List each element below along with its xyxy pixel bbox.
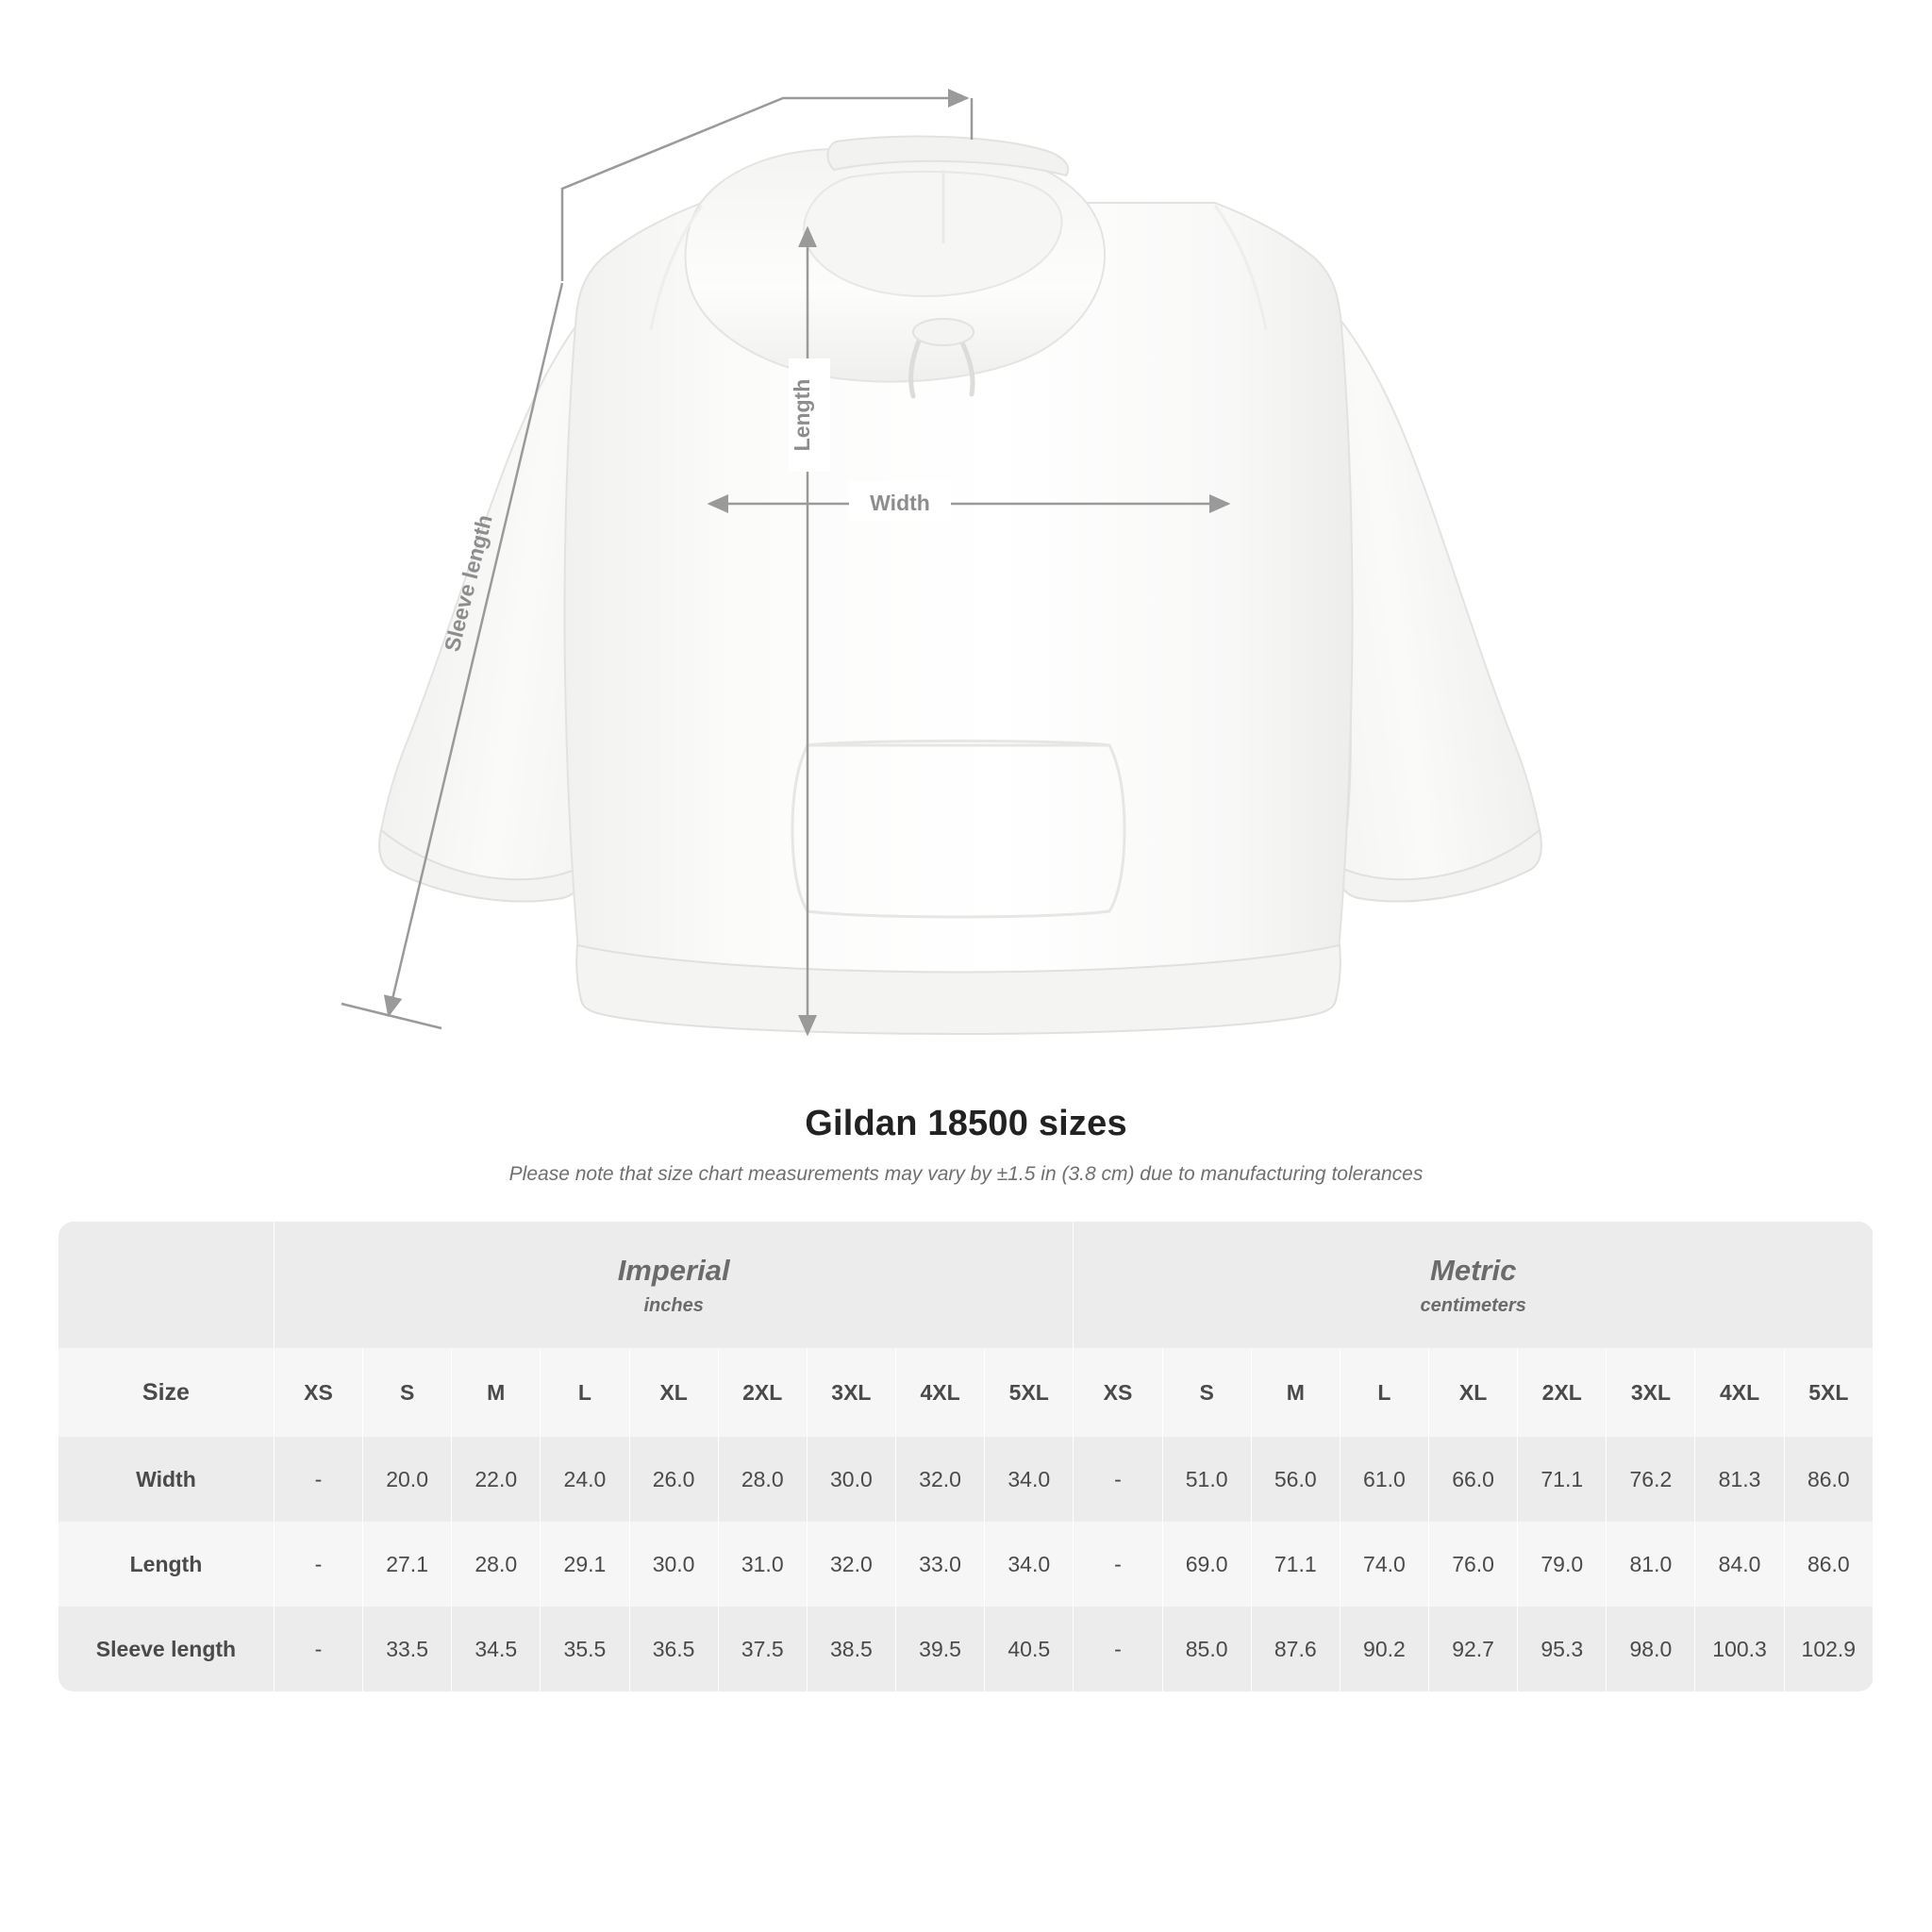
hoodie-graphic	[379, 137, 1541, 1034]
cell-sleeve-metric-l: 90.2	[1340, 1607, 1428, 1691]
table-row	[58, 1607, 1874, 1691]
size-table-wrapper	[58, 1222, 1874, 1691]
col-header-imperial-s: S	[363, 1348, 452, 1437]
unit-group-imperial	[274, 1222, 1074, 1348]
cell-width-imperial-l: 24.0	[541, 1437, 629, 1522]
cell-sleeve-imperial-l: 35.5	[541, 1607, 629, 1691]
cell-length-imperial-4xl: 33.0	[895, 1522, 984, 1607]
cell-width-metric-xl: 66.0	[1429, 1437, 1518, 1522]
col-header-imperial-xs: XS	[274, 1348, 362, 1437]
row-label-width: Width	[58, 1437, 274, 1522]
cell-sleeve-imperial-m: 34.5	[452, 1607, 541, 1691]
cell-length-metric-l: 74.0	[1340, 1522, 1428, 1607]
col-header-metric-2xl: 2XL	[1518, 1348, 1607, 1437]
col-header-metric-3xl: 3XL	[1607, 1348, 1695, 1437]
row-label-sleeve-length: Sleeve length	[58, 1607, 274, 1691]
cell-width-imperial-xs: -	[274, 1437, 362, 1522]
cell-width-imperial-s: 20.0	[363, 1437, 452, 1522]
unit-group-metric	[1074, 1222, 1874, 1348]
row-label-header: Size	[58, 1348, 274, 1437]
col-header-imperial-2xl: 2XL	[718, 1348, 807, 1437]
cell-length-metric-5xl: 86.0	[1784, 1522, 1873, 1607]
cell-sleeve-metric-xs: -	[1074, 1607, 1162, 1691]
cell-length-imperial-l: 29.1	[541, 1522, 629, 1607]
tolerance-note: Please note that size chart measurements may vary by ±1.5 in (3.8 cm) due to manufacturing tolerances	[508, 1163, 1424, 1185]
length-label: Length	[790, 378, 814, 452]
cell-sleeve-imperial-xs: -	[274, 1607, 362, 1691]
cell-length-imperial-xs: -	[274, 1522, 362, 1607]
unit-group-metric-sub: centimeters	[1420, 1294, 1526, 1316]
cell-width-imperial-2xl: 28.0	[718, 1437, 807, 1522]
cell-sleeve-metric-s: 85.0	[1162, 1607, 1251, 1691]
cell-length-metric-s: 69.0	[1162, 1522, 1251, 1607]
cell-sleeve-metric-4xl: 100.3	[1695, 1607, 1784, 1691]
col-header-metric-l: L	[1340, 1348, 1428, 1437]
cell-length-imperial-2xl: 31.0	[718, 1522, 807, 1607]
cell-length-imperial-xl: 30.0	[629, 1522, 718, 1607]
width-label: Width	[870, 491, 930, 515]
cell-width-metric-s: 51.0	[1162, 1437, 1251, 1522]
col-header-imperial-4xl: 4XL	[895, 1348, 984, 1437]
size-table	[58, 1222, 1874, 1691]
unit-group-metric-name: Metric	[1430, 1253, 1517, 1287]
cell-width-metric-3xl: 76.2	[1607, 1437, 1695, 1522]
cell-width-imperial-4xl: 32.0	[895, 1437, 984, 1522]
col-header-imperial-l: L	[541, 1348, 629, 1437]
cell-width-metric-4xl: 81.3	[1695, 1437, 1784, 1522]
col-header-metric-xs: XS	[1074, 1348, 1162, 1437]
cell-length-metric-xl: 76.0	[1429, 1522, 1518, 1607]
cell-sleeve-metric-xl: 92.7	[1429, 1607, 1518, 1691]
sleeve-length-label: Sleeve length	[439, 511, 497, 655]
col-header-imperial-m: M	[452, 1348, 541, 1437]
cell-length-imperial-s: 27.1	[363, 1522, 452, 1607]
cell-length-metric-m: 71.1	[1251, 1522, 1340, 1607]
cell-length-metric-xs: -	[1074, 1522, 1162, 1607]
cell-width-metric-5xl: 86.0	[1784, 1437, 1873, 1522]
cell-length-metric-3xl: 81.0	[1607, 1522, 1695, 1607]
cell-width-metric-2xl: 71.1	[1518, 1437, 1607, 1522]
cell-sleeve-imperial-2xl: 37.5	[718, 1607, 807, 1691]
size-header-row	[58, 1348, 1874, 1437]
cell-sleeve-metric-5xl: 102.9	[1784, 1607, 1873, 1691]
row-label-length: Length	[58, 1522, 274, 1607]
cell-length-metric-4xl: 84.0	[1695, 1522, 1784, 1607]
cell-sleeve-imperial-xl: 36.5	[629, 1607, 718, 1691]
table-row	[58, 1437, 1874, 1522]
col-header-metric-xl: XL	[1429, 1348, 1518, 1437]
col-header-metric-m: M	[1251, 1348, 1340, 1437]
cell-width-imperial-xl: 26.0	[629, 1437, 718, 1522]
cell-sleeve-imperial-3xl: 38.5	[807, 1607, 895, 1691]
cell-sleeve-imperial-5xl: 40.5	[985, 1607, 1074, 1691]
cell-length-imperial-5xl: 34.0	[985, 1522, 1074, 1607]
cell-length-imperial-m: 28.0	[452, 1522, 541, 1607]
col-header-metric-4xl: 4XL	[1695, 1348, 1784, 1437]
cell-sleeve-imperial-s: 33.5	[363, 1607, 452, 1691]
page-title: Gildan 18500 sizes	[805, 1104, 1127, 1143]
col-header-metric-5xl: 5XL	[1784, 1348, 1873, 1437]
cell-width-metric-m: 56.0	[1251, 1437, 1340, 1522]
cell-width-imperial-m: 22.0	[452, 1437, 541, 1522]
cell-sleeve-metric-2xl: 95.3	[1518, 1607, 1607, 1691]
title-block	[0, 1104, 1932, 1186]
cell-sleeve-imperial-4xl: 39.5	[895, 1607, 984, 1691]
table-row	[58, 1522, 1874, 1607]
cell-length-imperial-3xl: 32.0	[807, 1522, 895, 1607]
col-header-metric-s: S	[1162, 1348, 1251, 1437]
unit-spacer-cell	[58, 1222, 274, 1348]
col-header-imperial-3xl: 3XL	[807, 1348, 895, 1437]
cell-sleeve-metric-m: 87.6	[1251, 1607, 1340, 1691]
unit-header-row	[58, 1222, 1874, 1348]
unit-group-imperial-sub: inches	[643, 1294, 704, 1316]
col-header-imperial-5xl: 5XL	[985, 1348, 1074, 1437]
cell-length-metric-2xl: 79.0	[1518, 1522, 1607, 1607]
cell-sleeve-metric-3xl: 98.0	[1607, 1607, 1695, 1691]
cell-width-imperial-3xl: 30.0	[807, 1437, 895, 1522]
col-header-imperial-xl: XL	[629, 1348, 718, 1437]
cell-width-imperial-5xl: 34.0	[985, 1437, 1074, 1522]
cell-width-metric-l: 61.0	[1340, 1437, 1428, 1522]
cell-width-metric-xs: -	[1074, 1437, 1162, 1522]
unit-group-imperial-name: Imperial	[617, 1253, 730, 1287]
